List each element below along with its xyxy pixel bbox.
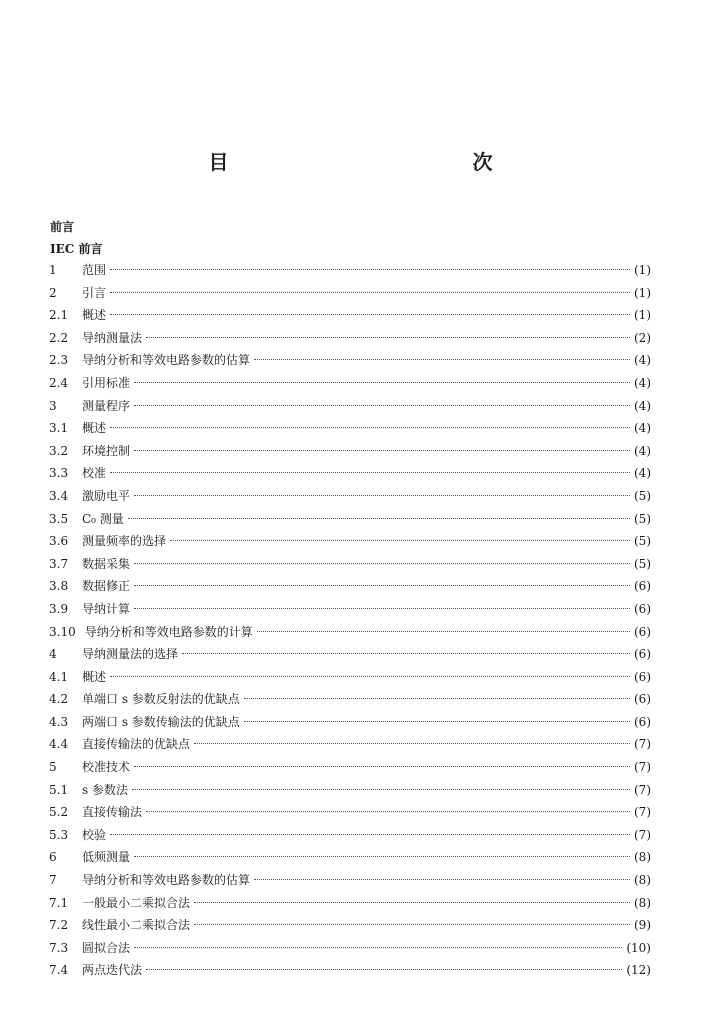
toc-entry-page: (7) xyxy=(634,827,651,842)
toc-entry-number: 3.3 xyxy=(49,466,69,481)
toc-entry[interactable] xyxy=(49,846,651,869)
toc-entry-number: 3.6 xyxy=(49,534,69,549)
toc-entry-number: 2 xyxy=(49,285,57,300)
dot-leader xyxy=(244,721,630,722)
toc-entry-foreword[interactable]: 前言 xyxy=(50,220,75,234)
table-of-contents xyxy=(49,259,651,982)
toc-entry[interactable] xyxy=(49,824,651,847)
dot-leader xyxy=(134,766,630,767)
dot-leader xyxy=(110,676,630,677)
toc-entry-title: 导纳分析和等效电路参数的估算 xyxy=(82,873,251,888)
toc-entry-number: 7.2 xyxy=(49,918,69,933)
dot-leader xyxy=(134,563,630,564)
toc-entry-number: 4.4 xyxy=(49,737,69,752)
toc-entry-title: 测量程序 xyxy=(82,398,131,413)
toc-entry-page: (6) xyxy=(634,692,651,707)
toc-entry-iec-foreword[interactable]: IEC 前言 xyxy=(50,242,103,256)
toc-entry[interactable] xyxy=(49,711,651,734)
toc-entry-number: 5 xyxy=(49,760,57,775)
dot-leader xyxy=(132,789,630,790)
dot-leader xyxy=(128,518,630,519)
toc-entry-page: (7) xyxy=(634,805,651,820)
toc-entry-title: 概述 xyxy=(82,421,107,436)
toc-entry[interactable] xyxy=(49,892,651,915)
toc-entry-number: 6 xyxy=(49,850,57,865)
toc-entry-page: (2) xyxy=(634,330,651,345)
toc-entry-title: 两端口 s 参数传输法的优缺点 xyxy=(82,714,240,729)
toc-entry-number: 2.1 xyxy=(49,308,69,323)
toc-entry-title: 校准 xyxy=(82,466,107,481)
toc-entry-page: (6) xyxy=(634,647,651,662)
toc-entry[interactable] xyxy=(49,327,651,350)
toc-entry-number: 3.1 xyxy=(49,421,69,436)
toc-entry-title: 数据修正 xyxy=(82,579,131,594)
toc-entry-number: 7.4 xyxy=(49,963,69,978)
toc-entry[interactable] xyxy=(49,643,651,666)
toc-entry[interactable] xyxy=(49,621,651,644)
toc-entry[interactable] xyxy=(49,553,651,576)
toc-entry-number: 4.2 xyxy=(49,692,69,707)
toc-entry-page: (7) xyxy=(634,737,651,752)
toc-entry-page: (6) xyxy=(634,579,651,594)
dot-leader xyxy=(110,834,630,835)
toc-entry-page: (4) xyxy=(634,375,651,390)
toc-entry-title: 线性最小二乘拟合法 xyxy=(82,918,191,933)
toc-entry-title: 导纳分析和等效电路参数的估算 xyxy=(82,353,251,368)
toc-entry[interactable] xyxy=(49,688,651,711)
dot-leader xyxy=(194,743,630,744)
toc-entry[interactable] xyxy=(49,395,651,418)
dot-leader xyxy=(194,924,630,925)
toc-entry-page: (1) xyxy=(634,285,651,300)
dot-leader xyxy=(244,698,630,699)
toc-entry[interactable] xyxy=(49,417,651,440)
toc-entry[interactable] xyxy=(49,462,651,485)
toc-entry-page: (4) xyxy=(634,421,651,436)
toc-entry-number: 7 xyxy=(49,873,57,888)
toc-entry-number: 3.9 xyxy=(49,601,69,616)
toc-entry-title: 低频测量 xyxy=(82,850,131,865)
toc-entry-title: 概述 xyxy=(82,669,107,684)
toc-entry-page: (5) xyxy=(634,511,651,526)
dot-leader xyxy=(134,585,630,586)
toc-entry-page: (6) xyxy=(634,601,651,616)
toc-entry-number: 2.3 xyxy=(49,353,69,368)
dot-leader xyxy=(146,811,630,812)
toc-entry[interactable] xyxy=(49,440,651,463)
toc-entry[interactable] xyxy=(49,508,651,531)
toc-entry-page: (1) xyxy=(634,308,651,323)
toc-entry[interactable] xyxy=(49,666,651,689)
dot-leader xyxy=(254,359,630,360)
toc-entry[interactable] xyxy=(49,575,651,598)
toc-entry-page: (5) xyxy=(634,534,651,549)
toc-entry[interactable] xyxy=(49,282,651,305)
toc-entry-page: (6) xyxy=(634,669,651,684)
toc-entry-number: 3.2 xyxy=(49,443,69,458)
dot-leader xyxy=(110,427,630,428)
toc-entry-page: (12) xyxy=(626,963,651,978)
toc-entry[interactable] xyxy=(49,779,651,802)
toc-entry[interactable] xyxy=(49,485,651,508)
toc-entry-number: 5.3 xyxy=(49,827,69,842)
page-title: 目 次 xyxy=(208,150,561,174)
dot-leader xyxy=(146,337,630,338)
toc-entry-title: 直接传输法 xyxy=(82,805,143,820)
dot-leader xyxy=(134,405,630,406)
toc-entry[interactable] xyxy=(49,733,651,756)
toc-entry-page: (8) xyxy=(634,850,651,865)
toc-entry-title: 导纳分析和等效电路参数的计算 xyxy=(84,624,253,639)
toc-entry-title: 单端口 s 参数反射法的优缺点 xyxy=(82,692,240,707)
dot-leader xyxy=(110,292,630,293)
toc-entry-number: 7.1 xyxy=(49,895,69,910)
dot-leader xyxy=(134,608,630,609)
dot-leader xyxy=(110,472,630,473)
dot-leader xyxy=(134,947,622,948)
toc-entry[interactable] xyxy=(49,959,651,982)
toc-entry-title: 环境控制 xyxy=(82,443,131,458)
toc-entry-title: s 参数法 xyxy=(82,782,128,797)
toc-entry-title: 两点迭代法 xyxy=(82,963,143,978)
toc-entry-title: 激励电平 xyxy=(82,488,131,503)
toc-entry-title: 测量频率的选择 xyxy=(82,534,167,549)
toc-entry[interactable] xyxy=(49,372,651,395)
toc-entry[interactable] xyxy=(49,801,651,824)
toc-entry-number: 1 xyxy=(49,263,57,277)
dot-leader xyxy=(134,382,630,383)
toc-entry-page: (4) xyxy=(634,466,651,481)
toc-entry-number: 3.7 xyxy=(49,556,69,571)
toc-entry-number: 3 xyxy=(49,398,57,413)
toc-entry-page: (6) xyxy=(634,624,651,639)
toc-entry-page: (4) xyxy=(634,353,651,368)
toc-entry-page: (5) xyxy=(634,556,651,571)
toc-entry-number: 4.3 xyxy=(49,714,69,729)
toc-entry-title: 一般最小二乘拟合法 xyxy=(82,895,191,910)
toc-entry-title: 圆拟合法 xyxy=(82,940,131,955)
toc-entry-title: 导纳计算 xyxy=(82,601,131,616)
toc-entry-number: 7.3 xyxy=(49,940,69,955)
toc-entry-page: (6) xyxy=(634,714,651,729)
toc-entry-page: (10) xyxy=(626,940,651,955)
dot-leader xyxy=(257,631,630,632)
dot-leader xyxy=(194,902,630,903)
dot-leader xyxy=(134,856,630,857)
toc-entry-page: (7) xyxy=(634,760,651,775)
toc-entry[interactable] xyxy=(49,304,651,327)
toc-entry[interactable] xyxy=(49,914,651,937)
toc-entry-number: 5.2 xyxy=(49,805,69,820)
toc-entry-title: 数据采集 xyxy=(82,556,131,571)
toc-entry-page: (8) xyxy=(634,895,651,910)
toc-entry-title: 导纳测量法的选择 xyxy=(82,647,179,662)
toc-entry[interactable] xyxy=(49,598,651,621)
toc-entry-title: 引用标准 xyxy=(82,375,131,390)
dot-leader xyxy=(110,269,630,270)
toc-entry[interactable] xyxy=(49,869,651,892)
toc-entry-title: 导纳测量法 xyxy=(82,330,143,345)
toc-entry-page: (4) xyxy=(634,398,651,413)
toc-entry-page: (5) xyxy=(634,488,651,503)
dot-leader xyxy=(182,653,630,654)
toc-entry-number: 3.10 xyxy=(49,624,76,639)
toc-entry-number: 4.1 xyxy=(49,669,69,684)
toc-entry-number: 3.4 xyxy=(49,488,69,503)
dot-leader xyxy=(146,969,622,970)
toc-entry-title: 概述 xyxy=(82,308,107,323)
toc-entry[interactable] xyxy=(49,937,651,960)
toc-entry-title: 校准技术 xyxy=(82,760,131,775)
dot-leader xyxy=(254,879,630,880)
toc-entry-page: (9) xyxy=(634,918,651,933)
toc-entry-number: 5.1 xyxy=(49,782,69,797)
toc-entry-title: 直接传输法的优缺点 xyxy=(82,737,191,752)
toc-entry[interactable] xyxy=(49,530,651,553)
toc-entry-title: C₀ 测量 xyxy=(82,511,124,526)
toc-entry-number: 2.4 xyxy=(49,375,69,390)
toc-entry-title: 范围 xyxy=(82,263,107,277)
dot-leader xyxy=(110,314,630,315)
toc-entry-number: 2.2 xyxy=(49,330,69,345)
toc-entry-page: (4) xyxy=(634,443,651,458)
toc-entry-page: (7) xyxy=(634,782,651,797)
toc-entry[interactable] xyxy=(49,349,651,372)
toc-entry[interactable] xyxy=(49,259,651,282)
toc-entry-number: 3.8 xyxy=(49,579,69,594)
toc-entry-page: (1) xyxy=(634,263,651,277)
dot-leader xyxy=(170,540,630,541)
toc-entry[interactable] xyxy=(49,756,651,779)
dot-leader xyxy=(134,495,630,496)
toc-entry-number: 4 xyxy=(49,647,57,662)
toc-entry-page: (8) xyxy=(634,873,651,888)
toc-entry-title: 引言 xyxy=(82,285,107,300)
toc-entry-title: 校验 xyxy=(82,827,107,842)
toc-entry-number: 3.5 xyxy=(49,511,69,526)
dot-leader xyxy=(134,450,630,451)
